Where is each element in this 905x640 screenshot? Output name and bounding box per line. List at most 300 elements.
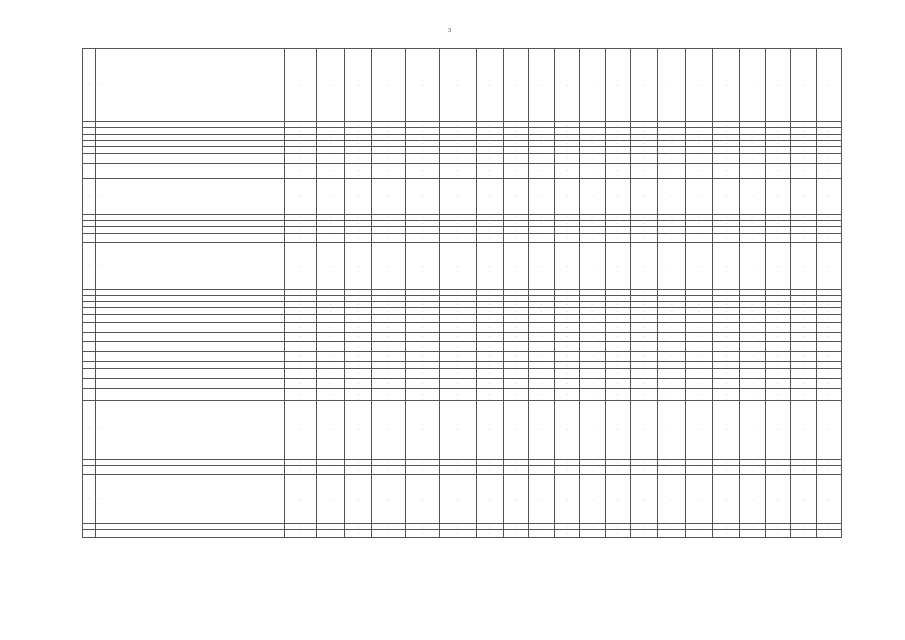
- value-cell: …: [713, 369, 740, 379]
- value-cell: …: [317, 49, 344, 122]
- value-cell: …: [765, 134, 790, 140]
- value-cell: …: [372, 128, 405, 134]
- value-cell: …: [713, 332, 740, 342]
- value-cell: …: [476, 459, 503, 465]
- table-row: [83, 178, 842, 215]
- value-cell: …: [765, 308, 790, 315]
- value-cell: …: [317, 465, 344, 475]
- value-cell: …: [816, 289, 842, 295]
- value-cell: …: [605, 315, 630, 322]
- value-cell: …: [476, 322, 503, 332]
- value-cell: …: [740, 122, 765, 128]
- description-cell: …: [96, 475, 285, 524]
- value-cell: …: [685, 301, 712, 307]
- value-cell: …: [685, 154, 712, 164]
- value-cell: …: [405, 352, 440, 362]
- value-cell: …: [630, 215, 657, 221]
- value-cell: …: [284, 342, 316, 352]
- value-cell: …: [630, 243, 657, 289]
- value-cell: …: [554, 227, 579, 233]
- value-cell: …: [344, 465, 371, 475]
- value-cell: …: [284, 163, 316, 178]
- value-cell: …: [476, 524, 503, 530]
- value-cell: …: [658, 459, 685, 465]
- value-cell: …: [816, 140, 842, 146]
- value-cell: …: [740, 342, 765, 352]
- value-cell: …: [630, 178, 657, 215]
- value-cell: …: [476, 315, 503, 322]
- value-cell: …: [405, 134, 440, 140]
- value-cell: …: [816, 178, 842, 215]
- value-cell: …: [554, 400, 579, 459]
- value-cell: …: [554, 369, 579, 379]
- value-cell: …: [405, 154, 440, 164]
- value-cell: …: [685, 295, 712, 301]
- value-cell: …: [765, 301, 790, 307]
- value-cell: …: [504, 530, 529, 538]
- table-row: [83, 342, 842, 352]
- value-cell: …: [605, 530, 630, 538]
- value-cell: …: [529, 289, 554, 295]
- value-cell: …: [405, 301, 440, 307]
- value-cell: …: [605, 308, 630, 315]
- value-cell: …: [284, 49, 316, 122]
- value-cell: …: [372, 49, 405, 122]
- value-cell: …: [476, 388, 503, 400]
- value-cell: …: [317, 140, 344, 146]
- value-cell: …: [816, 243, 842, 289]
- value-cell: …: [504, 369, 529, 379]
- value-cell: …: [372, 301, 405, 307]
- value-cell: …: [685, 361, 712, 368]
- description-cell: [96, 342, 285, 352]
- description-cell: [96, 369, 285, 379]
- value-cell: …: [685, 400, 712, 459]
- value-cell: …: [791, 459, 816, 465]
- value-cell: …: [740, 140, 765, 146]
- value-cell: …: [405, 140, 440, 146]
- value-cell: …: [765, 215, 790, 221]
- value-cell: …: [317, 332, 344, 342]
- value-cell: …: [317, 227, 344, 233]
- value-cell: …: [529, 134, 554, 140]
- description-cell: [96, 154, 285, 164]
- value-cell: …: [372, 530, 405, 538]
- value-cell: …: [685, 475, 712, 524]
- value-cell: …: [372, 342, 405, 352]
- value-cell: …: [791, 295, 816, 301]
- value-cell: …: [630, 332, 657, 342]
- value-cell: …: [344, 342, 371, 352]
- value-cell: …: [685, 122, 712, 128]
- value-cell: …: [816, 352, 842, 362]
- value-cell: …: [765, 465, 790, 475]
- value-cell: …: [765, 459, 790, 465]
- value-cell: …: [344, 233, 371, 243]
- value-cell: …: [476, 122, 503, 128]
- value-cell: …: [317, 289, 344, 295]
- value-cell: …: [765, 342, 790, 352]
- value-cell: …: [372, 233, 405, 243]
- value-cell: …: [405, 221, 440, 227]
- value-cell: …: [440, 128, 477, 134]
- value-cell: …: [554, 289, 579, 295]
- value-cell: …: [713, 400, 740, 459]
- value-cell: …: [580, 134, 605, 140]
- value-cell: …: [317, 146, 344, 153]
- value-cell: …: [580, 465, 605, 475]
- value-cell: …: [580, 128, 605, 134]
- value-cell: …: [658, 400, 685, 459]
- value-cell: …: [476, 530, 503, 538]
- value-cell: …: [372, 361, 405, 368]
- value-cell: …: [476, 475, 503, 524]
- value-cell: …: [685, 215, 712, 221]
- value-cell: …: [685, 233, 712, 243]
- value-cell: …: [476, 400, 503, 459]
- value-cell: …: [554, 163, 579, 178]
- value-cell: …: [440, 369, 477, 379]
- value-cell: …: [630, 400, 657, 459]
- value-cell: …: [317, 301, 344, 307]
- value-cell: …: [344, 134, 371, 140]
- table-row: [83, 322, 842, 332]
- value-cell: …: [740, 388, 765, 400]
- value-cell: …: [476, 221, 503, 227]
- value-cell: …: [685, 530, 712, 538]
- value-cell: …: [740, 163, 765, 178]
- value-cell: …: [405, 530, 440, 538]
- value-cell: …: [580, 308, 605, 315]
- value-cell: …: [580, 388, 605, 400]
- value-cell: …: [816, 459, 842, 465]
- value-cell: …: [405, 459, 440, 465]
- value-cell: …: [713, 388, 740, 400]
- value-cell: …: [713, 215, 740, 221]
- value-cell: …: [740, 352, 765, 362]
- value-cell: …: [580, 361, 605, 368]
- value-cell: …: [658, 227, 685, 233]
- value-cell: …: [504, 221, 529, 227]
- value-cell: …: [405, 227, 440, 233]
- value-cell: …: [713, 465, 740, 475]
- value-cell: …: [529, 301, 554, 307]
- value-cell: …: [504, 178, 529, 215]
- value-cell: …: [440, 342, 477, 352]
- value-cell: …: [344, 295, 371, 301]
- value-cell: …: [605, 134, 630, 140]
- row-number-cell: [83, 154, 96, 164]
- row-number-cell: [83, 163, 96, 178]
- value-cell: …: [685, 459, 712, 465]
- value-cell: …: [504, 49, 529, 122]
- value-cell: …: [440, 459, 477, 465]
- description-cell: [96, 465, 285, 475]
- value-cell: …: [685, 378, 712, 388]
- value-cell: …: [405, 178, 440, 215]
- value-cell: …: [791, 243, 816, 289]
- value-cell: …: [476, 332, 503, 342]
- value-cell: …: [554, 352, 579, 362]
- value-cell: …: [791, 308, 816, 315]
- budget-table-scan: [82, 48, 842, 538]
- value-cell: …: [658, 154, 685, 164]
- value-cell: …: [580, 301, 605, 307]
- table-row: [83, 243, 842, 289]
- value-cell: …: [405, 315, 440, 322]
- table-row: [83, 369, 842, 379]
- value-cell: …: [504, 134, 529, 140]
- value-cell: …: [713, 322, 740, 332]
- row-number-cell: [83, 378, 96, 388]
- value-cell: …: [440, 243, 477, 289]
- value-cell: …: [554, 308, 579, 315]
- value-cell: …: [372, 524, 405, 530]
- value-cell: …: [440, 378, 477, 388]
- value-cell: …: [658, 233, 685, 243]
- row-number-cell: …: [83, 400, 96, 459]
- value-cell: …: [440, 361, 477, 368]
- description-cell: [96, 308, 285, 315]
- value-cell: …: [554, 465, 579, 475]
- value-cell: …: [504, 475, 529, 524]
- row-number-cell: …: [83, 243, 96, 289]
- value-cell: …: [504, 233, 529, 243]
- value-cell: …: [630, 524, 657, 530]
- value-cell: …: [685, 178, 712, 215]
- value-cell: …: [816, 134, 842, 140]
- value-cell: …: [685, 315, 712, 322]
- value-cell: …: [405, 378, 440, 388]
- value-cell: …: [630, 221, 657, 227]
- value-cell: …: [816, 315, 842, 322]
- value-cell: …: [791, 146, 816, 153]
- value-cell: …: [284, 369, 316, 379]
- value-cell: …: [344, 475, 371, 524]
- value-cell: …: [816, 163, 842, 178]
- value-cell: …: [605, 221, 630, 227]
- value-cell: …: [529, 178, 554, 215]
- value-cell: …: [344, 388, 371, 400]
- value-cell: …: [554, 146, 579, 153]
- value-cell: …: [504, 122, 529, 128]
- value-cell: …: [580, 332, 605, 342]
- value-cell: …: [284, 233, 316, 243]
- value-cell: …: [630, 378, 657, 388]
- value-cell: …: [658, 361, 685, 368]
- value-cell: …: [685, 352, 712, 362]
- value-cell: …: [372, 322, 405, 332]
- table-row: [83, 146, 842, 153]
- value-cell: …: [529, 146, 554, 153]
- value-cell: …: [529, 388, 554, 400]
- value-cell: …: [372, 295, 405, 301]
- value-cell: …: [713, 49, 740, 122]
- value-cell: …: [580, 146, 605, 153]
- value-cell: …: [791, 369, 816, 379]
- table-row: [83, 315, 842, 322]
- value-cell: …: [554, 221, 579, 227]
- value-cell: …: [476, 128, 503, 134]
- value-cell: …: [630, 233, 657, 243]
- value-cell: …: [740, 315, 765, 322]
- value-cell: …: [317, 369, 344, 379]
- value-cell: …: [740, 322, 765, 332]
- table-row: [83, 233, 842, 243]
- page-number: 3: [448, 28, 451, 34]
- value-cell: …: [765, 530, 790, 538]
- value-cell: …: [317, 243, 344, 289]
- value-cell: …: [372, 352, 405, 362]
- value-cell: …: [372, 475, 405, 524]
- value-cell: …: [284, 140, 316, 146]
- value-cell: …: [630, 322, 657, 332]
- table-row: [83, 49, 842, 122]
- value-cell: …: [580, 342, 605, 352]
- value-cell: …: [765, 163, 790, 178]
- value-cell: …: [529, 465, 554, 475]
- value-cell: …: [765, 49, 790, 122]
- table-row: [83, 308, 842, 315]
- value-cell: …: [344, 378, 371, 388]
- value-cell: …: [580, 289, 605, 295]
- row-number-cell: …: [83, 178, 96, 215]
- value-cell: …: [476, 243, 503, 289]
- value-cell: …: [372, 227, 405, 233]
- value-cell: …: [685, 332, 712, 342]
- value-cell: …: [816, 322, 842, 332]
- value-cell: …: [476, 215, 503, 221]
- data-table: [82, 48, 842, 538]
- value-cell: …: [476, 352, 503, 362]
- value-cell: …: [791, 122, 816, 128]
- value-cell: …: [405, 215, 440, 221]
- value-cell: …: [344, 352, 371, 362]
- value-cell: …: [405, 475, 440, 524]
- value-cell: …: [440, 134, 477, 140]
- value-cell: …: [685, 227, 712, 233]
- description-cell: [96, 378, 285, 388]
- description-cell: [96, 388, 285, 400]
- value-cell: …: [529, 243, 554, 289]
- value-cell: …: [405, 465, 440, 475]
- value-cell: …: [317, 134, 344, 140]
- value-cell: …: [504, 465, 529, 475]
- value-cell: …: [658, 163, 685, 178]
- value-cell: …: [504, 524, 529, 530]
- value-cell: …: [605, 122, 630, 128]
- value-cell: …: [476, 289, 503, 295]
- value-cell: …: [605, 146, 630, 153]
- value-cell: …: [713, 134, 740, 140]
- value-cell: …: [791, 49, 816, 122]
- value-cell: …: [630, 301, 657, 307]
- table-row: [83, 400, 842, 459]
- value-cell: …: [740, 369, 765, 379]
- value-cell: …: [713, 140, 740, 146]
- value-cell: …: [344, 332, 371, 342]
- value-cell: …: [476, 134, 503, 140]
- value-cell: …: [440, 146, 477, 153]
- value-cell: …: [317, 530, 344, 538]
- value-cell: …: [504, 315, 529, 322]
- value-cell: …: [580, 221, 605, 227]
- value-cell: …: [529, 378, 554, 388]
- row-number-cell: [83, 315, 96, 322]
- value-cell: …: [791, 342, 816, 352]
- value-cell: …: [344, 530, 371, 538]
- table-row: [83, 465, 842, 475]
- value-cell: …: [554, 178, 579, 215]
- description-cell: [96, 322, 285, 332]
- value-cell: …: [554, 122, 579, 128]
- table-row: [83, 475, 842, 524]
- value-cell: …: [440, 178, 477, 215]
- value-cell: …: [740, 154, 765, 164]
- value-cell: …: [658, 49, 685, 122]
- value-cell: …: [554, 215, 579, 221]
- value-cell: …: [765, 233, 790, 243]
- value-cell: …: [765, 332, 790, 342]
- value-cell: …: [685, 465, 712, 475]
- value-cell: …: [554, 361, 579, 368]
- value-cell: …: [529, 400, 554, 459]
- value-cell: …: [344, 221, 371, 227]
- value-cell: …: [554, 475, 579, 524]
- value-cell: …: [630, 369, 657, 379]
- value-cell: …: [713, 378, 740, 388]
- value-cell: …: [529, 215, 554, 221]
- value-cell: …: [284, 465, 316, 475]
- value-cell: …: [740, 308, 765, 315]
- value-cell: …: [685, 134, 712, 140]
- value-cell: …: [554, 322, 579, 332]
- value-cell: …: [317, 295, 344, 301]
- value-cell: …: [580, 400, 605, 459]
- value-cell: …: [405, 289, 440, 295]
- value-cell: …: [580, 215, 605, 221]
- value-cell: …: [405, 122, 440, 128]
- value-cell: …: [816, 233, 842, 243]
- value-cell: …: [740, 361, 765, 368]
- value-cell: …: [630, 342, 657, 352]
- value-cell: …: [791, 128, 816, 134]
- value-cell: …: [405, 128, 440, 134]
- value-cell: …: [791, 289, 816, 295]
- value-cell: …: [580, 227, 605, 233]
- value-cell: …: [504, 163, 529, 178]
- value-cell: …: [372, 146, 405, 153]
- value-cell: …: [529, 49, 554, 122]
- value-cell: …: [554, 342, 579, 352]
- value-cell: …: [765, 154, 790, 164]
- value-cell: …: [372, 163, 405, 178]
- value-cell: …: [816, 154, 842, 164]
- value-cell: …: [605, 215, 630, 221]
- value-cell: …: [658, 388, 685, 400]
- value-cell: …: [317, 163, 344, 178]
- value-cell: …: [816, 128, 842, 134]
- value-cell: …: [317, 221, 344, 227]
- value-cell: …: [504, 140, 529, 146]
- value-cell: …: [658, 221, 685, 227]
- value-cell: …: [630, 459, 657, 465]
- description-cell: …: [96, 178, 285, 215]
- value-cell: …: [580, 475, 605, 524]
- value-cell: …: [580, 295, 605, 301]
- value-cell: …: [713, 163, 740, 178]
- value-cell: …: [816, 227, 842, 233]
